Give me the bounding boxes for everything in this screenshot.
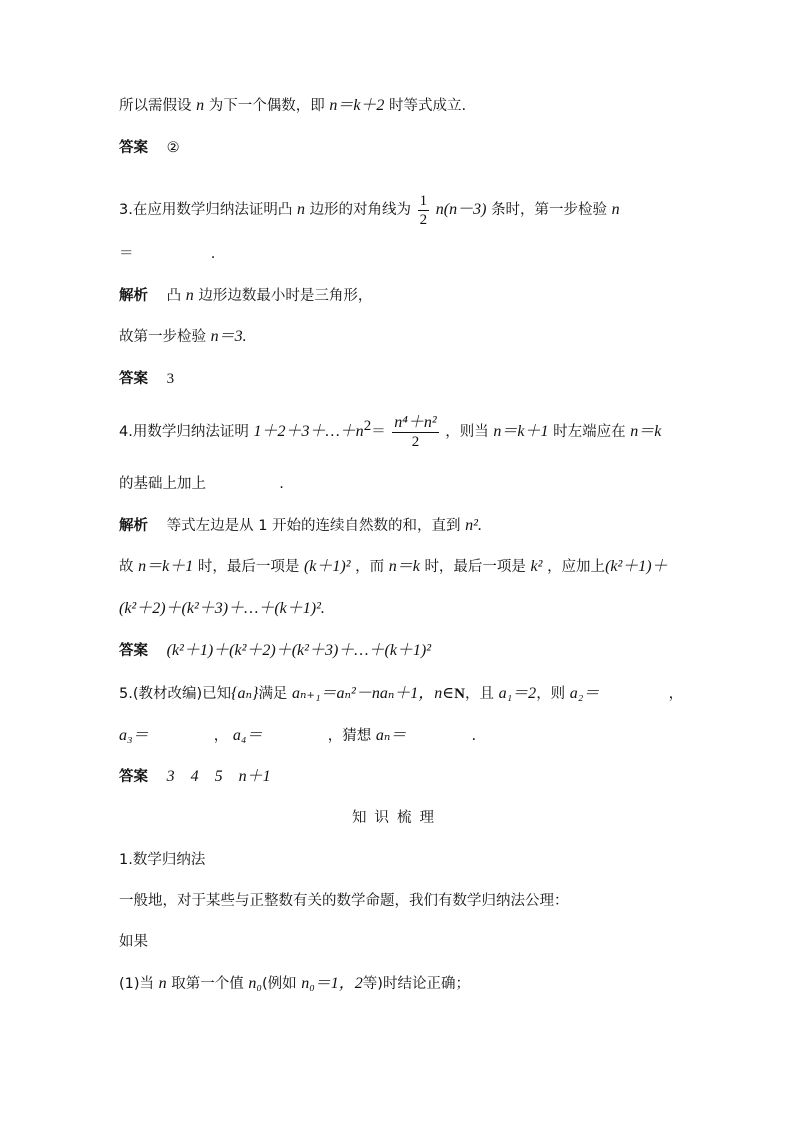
math-expr: {aₙ} <box>231 685 259 702</box>
math-expr: n＝k＋2 <box>329 97 385 114</box>
text: 故 <box>119 559 134 575</box>
text: (例如 <box>261 976 297 992</box>
math-expr: n². <box>465 517 482 534</box>
math-expr: a₃＝ <box>119 727 149 744</box>
analysis-label: 解析 <box>119 288 148 304</box>
equals: ＝ <box>119 246 134 262</box>
text: ，且 <box>465 686 494 702</box>
answer-4 <box>119 641 431 661</box>
equals: ＝ <box>371 424 386 440</box>
math-expr: 1＋2＋3＋…＋n <box>253 423 364 440</box>
math-var: n <box>185 287 194 304</box>
text: 4.用数学归纳法证明 <box>119 424 249 440</box>
comma: ， <box>213 728 229 744</box>
answer-label: 答案 <box>119 769 148 785</box>
period: . <box>471 728 477 744</box>
text: 时，最后一项是 <box>424 559 526 575</box>
answer-label: 答案 <box>119 371 148 387</box>
text: 所以需假设 <box>119 98 192 114</box>
text: 故第一步检验 <box>119 329 206 345</box>
analysis-3-cont <box>119 327 247 347</box>
comma: ， <box>668 686 684 702</box>
superscript: 2 <box>363 418 372 435</box>
fraction-half <box>418 192 430 229</box>
text: 满足 <box>258 686 288 702</box>
text: 取第一个值 <box>171 976 244 992</box>
text: 等式左边是从 1 开始的连续自然数的和，直到 <box>166 518 461 534</box>
math-var: n <box>611 201 620 218</box>
math-expr: a₄＝ <box>232 727 263 744</box>
math-var: n₀ <box>248 975 262 992</box>
period: . <box>210 246 216 262</box>
analysis-label: 解析 <box>119 518 148 534</box>
question-4 <box>119 412 661 452</box>
text: 时等式成立. <box>389 98 467 114</box>
math-var: n <box>158 975 167 992</box>
analysis-4-cont <box>119 557 668 577</box>
fraction-denominator: 2 <box>411 433 420 450</box>
math-expr: n₀＝1，2 <box>301 975 363 992</box>
question-3-cont <box>119 244 215 264</box>
answer-2 <box>119 138 180 158</box>
math-expr: a₂＝ <box>569 685 600 702</box>
text: ，应加上 <box>547 559 606 575</box>
text: 的基础上加上 <box>119 476 206 492</box>
text: 凸 <box>166 288 182 304</box>
math-expr: n＝k <box>630 423 662 440</box>
text: ，则 <box>536 686 566 702</box>
answer-label: 答案 <box>119 643 148 659</box>
math-expr: k² <box>530 558 543 575</box>
text: ，则当 <box>445 424 489 440</box>
condition-1 <box>119 974 470 994</box>
text: 为下一个偶数，即 <box>208 98 325 114</box>
math-expr: (k²＋2)＋(k²＋3)＋…＋(k＋1)². <box>119 600 325 617</box>
text-line-1 <box>119 96 466 116</box>
text: 边形的对角线为 <box>309 202 412 218</box>
answer-value: 3 4 5 n＋1 <box>166 768 271 785</box>
question-5-cont <box>119 726 476 746</box>
question-4-cont <box>119 474 284 494</box>
text: 3.在应用数学归纳法证明凸 <box>119 202 293 218</box>
text: 5.(教材改编)已知 <box>119 686 232 702</box>
text: 时，最后一项是 <box>197 559 300 575</box>
math-expr: n(n－3) <box>435 201 487 218</box>
section-title: 知识梳理 <box>352 810 442 826</box>
analysis-3 <box>119 286 372 306</box>
answer-value: 3 <box>166 371 175 387</box>
paragraph: 如果 <box>119 934 148 950</box>
analysis-4-cont2 <box>119 599 325 619</box>
question-3 <box>119 190 620 230</box>
math-expr: a₁＝2 <box>498 685 537 702</box>
question-5 <box>119 684 683 704</box>
fraction-numerator: 1 <box>419 192 428 209</box>
fraction-numerator: n⁴＋n² <box>394 413 437 431</box>
text: 边形边数最小时是三角形， <box>198 288 373 304</box>
text: ，而 <box>355 559 385 575</box>
text: 等)时结论正确； <box>362 976 470 992</box>
text: 条时，第一步检验 <box>491 202 608 218</box>
text: ，猜想 <box>327 728 372 744</box>
math-expr: aₙ＝ <box>375 727 407 744</box>
math-expr: n＝3. <box>210 328 247 345</box>
math-expr: n＝k＋1 <box>138 558 194 575</box>
math-expr: n＝k＋1 <box>493 423 549 440</box>
math-expr: n＝k <box>388 558 420 575</box>
answer-value: (k²＋1)＋(k²＋2)＋(k²＋3)＋…＋(k＋1)² <box>166 642 432 659</box>
math-expr: (k²＋1)＋ <box>605 558 668 575</box>
analysis-4 <box>119 516 482 536</box>
math-set: N <box>454 686 465 702</box>
math-var: n <box>296 201 305 218</box>
math-expr: aₙ₊₁＝aₙ²－naₙ＋1，n∈ <box>292 685 455 702</box>
paragraph: 一般地，对于某些与正整数有关的数学命题，我们有数学归纳法公理： <box>119 893 569 909</box>
answer-5 <box>119 767 271 787</box>
answer-value: ② <box>166 140 180 156</box>
fraction-denominator: 2 <box>419 211 428 228</box>
math-var: n <box>196 97 205 114</box>
answer-3 <box>119 369 174 389</box>
text: 时左端应在 <box>553 424 626 440</box>
math-expr: (k＋1)² <box>303 558 351 575</box>
answer-label: 答案 <box>119 140 148 156</box>
subsection-title: 1.数学归纳法 <box>119 852 206 868</box>
text: (1)当 <box>119 976 155 992</box>
fraction <box>392 414 438 451</box>
period: . <box>279 476 284 492</box>
